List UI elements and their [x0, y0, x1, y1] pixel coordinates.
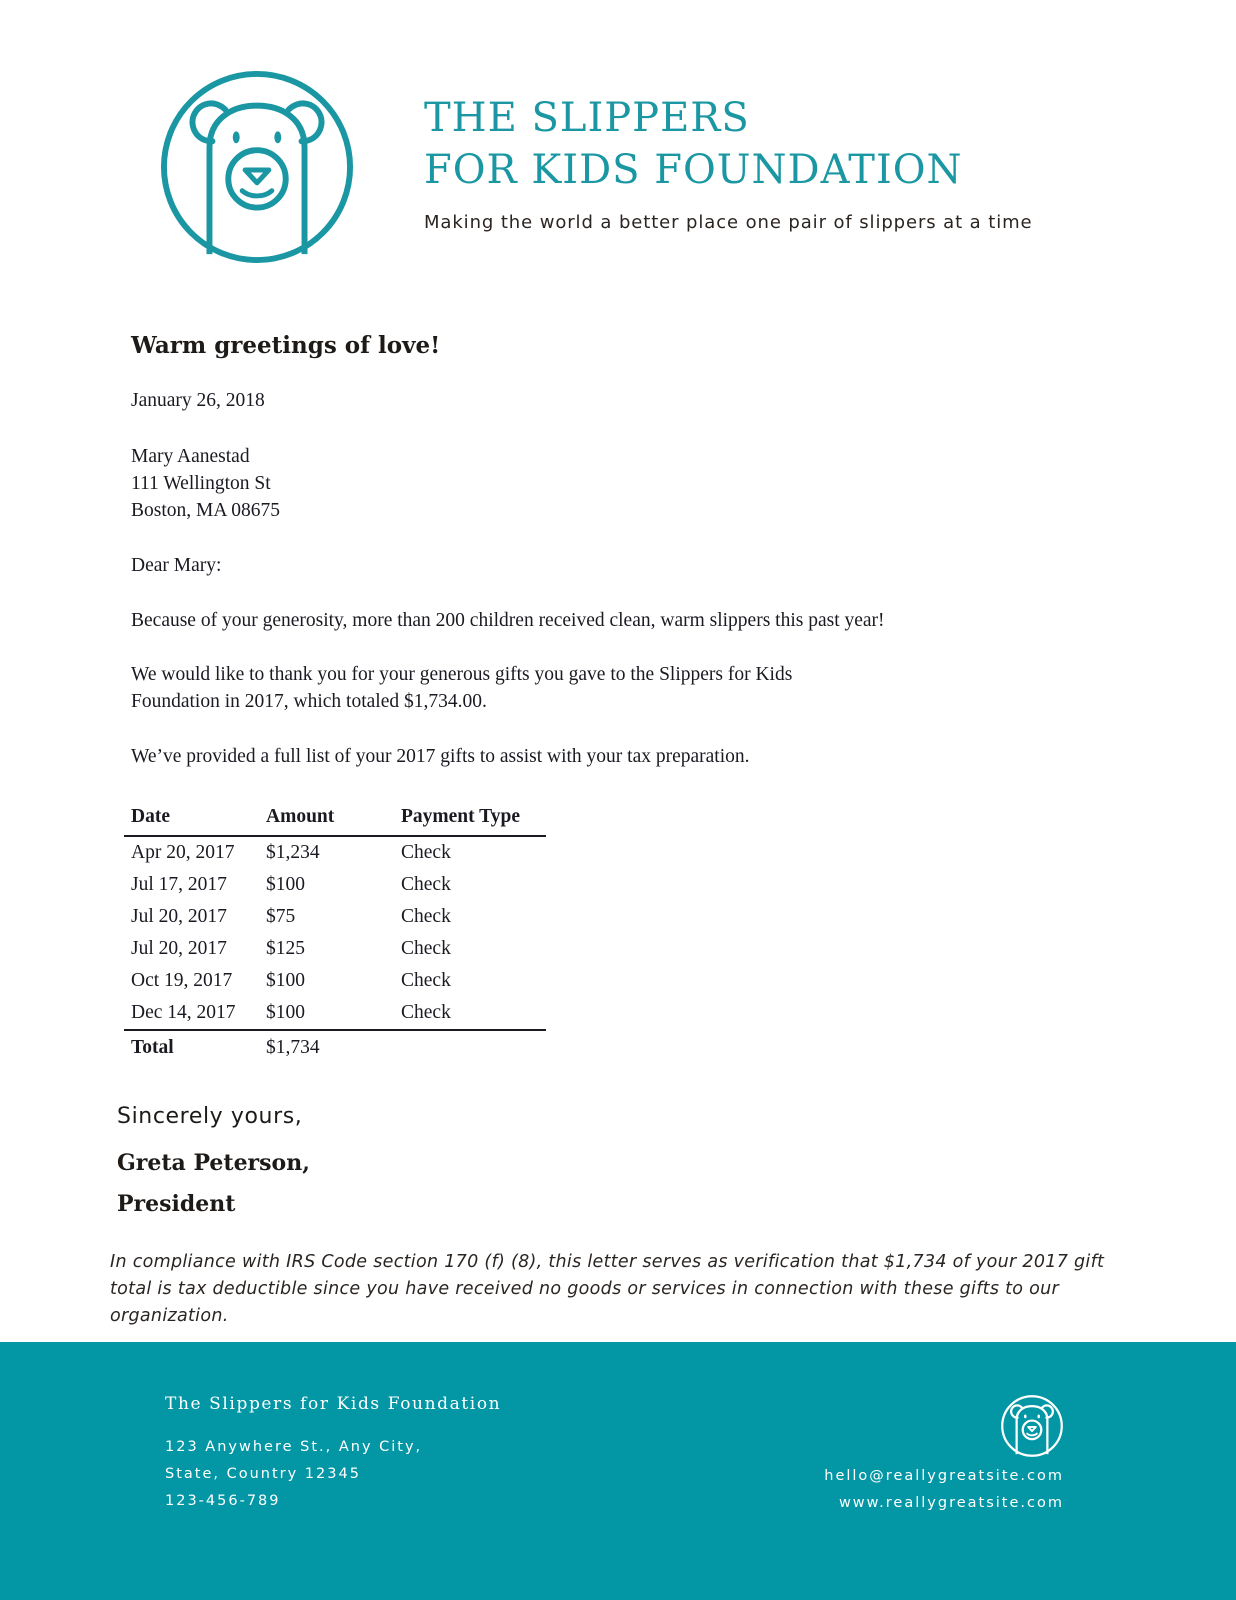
total-empty-cell [394, 1030, 546, 1065]
column-header-date: Date [124, 802, 259, 836]
table-header-row [124, 802, 546, 836]
cell-date: Jul 20, 2017 [131, 938, 227, 959]
footer-address-line1: 123 Anywhere St., Any City, [165, 1439, 423, 1455]
compliance-line3: organization. [110, 1306, 229, 1326]
cell-date: Apr 20, 2017 [131, 842, 235, 863]
column-header-amount: Amount [259, 802, 394, 836]
table-row [124, 901, 546, 933]
total-amount: $1,734 [266, 1037, 320, 1058]
cell-amount: $100 [259, 997, 394, 1030]
cell-payment-type: Check [401, 842, 451, 863]
cell-date: Oct 19, 2017 [131, 970, 233, 991]
compliance-line2: total is tax deductible since you have received no goods or services in connection with these gifts to our [110, 1279, 1060, 1299]
recipient-name: Mary Aanestad [131, 446, 250, 467]
footer-address-line2: State, Country 12345 [165, 1466, 361, 1482]
footer-bear-logo-icon [1000, 1394, 1064, 1458]
organization-title-line1: THE SLIPPERS [424, 95, 750, 141]
cell-payment-type: Check [401, 874, 451, 895]
recipient-address [131, 443, 280, 524]
table-row [124, 997, 546, 1030]
recipient-street: 111 Wellington St [131, 473, 271, 494]
cell-date: Jul 20, 2017 [131, 906, 227, 927]
paragraph-thank-you-line2: Foundation in 2017, which totaled $1,734.00. [131, 691, 487, 712]
recipient-city-state-zip: Boston, MA 08675 [131, 500, 280, 521]
cell-amount: $100 [266, 970, 305, 991]
table-row [124, 869, 546, 901]
cell-amount: $1,234 [266, 842, 320, 863]
tagline: Making the world a better place one pair of slippers at a time [424, 212, 1033, 233]
cell-amount: $75 [266, 906, 296, 927]
table-row [124, 933, 546, 965]
table-row [124, 965, 546, 997]
footer-website-link[interactable]: www.reallygreatsite.com [838, 1495, 1064, 1511]
cell-payment-type: Check [394, 997, 546, 1030]
signer-name: Greta Peterson, [117, 1150, 310, 1176]
footer-org-name: The Slippers for Kids Foundation [165, 1394, 502, 1414]
closing: Sincerely yours, [117, 1104, 303, 1129]
column-header-payment-type: Payment Type [394, 802, 546, 836]
cell-date: Dec 14, 2017 [124, 997, 259, 1030]
paragraph-generosity: Because of your generosity, more than 200 children received clean, warm slippers this past year! [131, 610, 885, 631]
salutation: Dear Mary: [131, 555, 222, 576]
paragraph-thank-you [131, 661, 792, 715]
letter-greeting: Warm greetings of love! [131, 332, 441, 359]
table-row [124, 836, 546, 869]
bear-logo-icon [158, 68, 356, 266]
cell-payment-type: Check [401, 906, 451, 927]
compliance-note [110, 1249, 1120, 1330]
letter-date: January 26, 2018 [131, 390, 265, 411]
cell-payment-type: Check [401, 970, 451, 991]
footer-phone: 123-456-789 [165, 1493, 281, 1509]
cell-payment-type: Check [401, 938, 451, 959]
footer-email-link[interactable]: hello@reallygreatsite.com [824, 1468, 1064, 1484]
organization-title-line2: FOR KIDS FOUNDATION [424, 147, 963, 193]
cell-amount: $100 [266, 874, 305, 895]
total-label: Total [131, 1037, 174, 1058]
signer-title: President [117, 1191, 236, 1217]
table-total-row [124, 1030, 546, 1065]
paragraph-thank-you-line1: We would like to thank you for your generous gifts you gave to the Slippers for Kids [131, 664, 793, 685]
cell-date: Jul 17, 2017 [131, 874, 227, 895]
footer [0, 1342, 1236, 1600]
compliance-line1: In compliance with IRS Code section 170 (f) (8), this letter serves as verification that $1,734 of your 2017 gift [110, 1252, 1105, 1272]
gifts-table [124, 802, 546, 1065]
cell-amount: $125 [266, 938, 305, 959]
paragraph-gift-list: We’ve provided a full list of your 2017 gifts to assist with your tax preparation. [131, 746, 750, 767]
organization-title [424, 92, 963, 196]
